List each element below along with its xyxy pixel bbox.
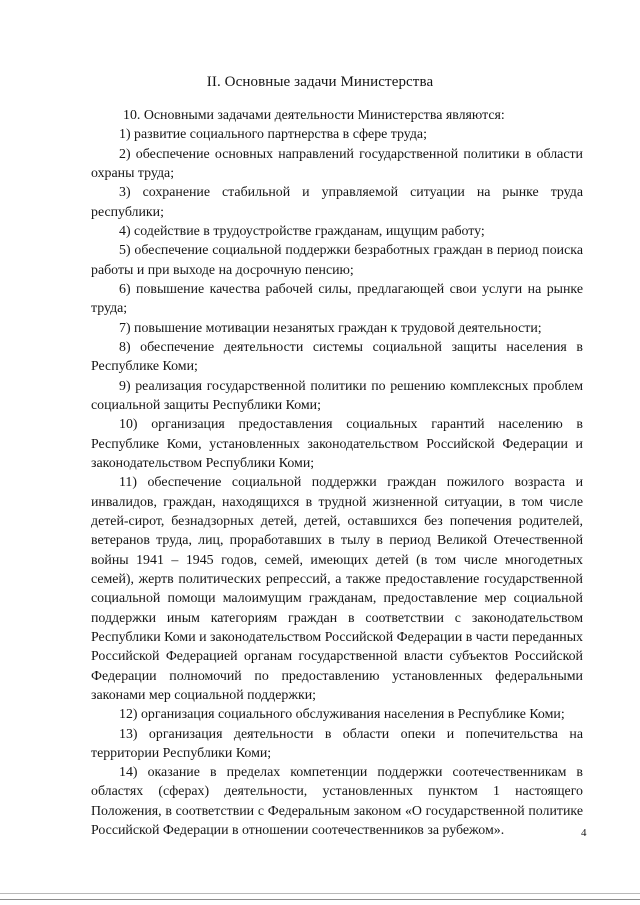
list-item-7: 7) повышение мотивации незанятых граждан к трудовой деятельности; [119,320,542,336]
list-item-11: 11) обеспечение социальной поддержки граждан пожилого возраста и инвалидов, граждан, находящихся в трудной жизненной ситуации, в том числе детей-сирот, безнадзорных детей, детей, оставшихся без попечения родителей, ветеранов труда, лиц, проработавших в тылу в период Великой Отечественной войны 1941 – 1945 годов, семей, имеющих детей (в том числе многодетных семей), жертв политических репрессий, а также предоставление государственной социальной помощи малоимущим гражданам, предоставление мер социальной поддержки иным категориям граждан в соответствии с законодательством Республики Коми и законодательством Российской Федерации в части переданных Российской Федерацией органам государственной власти субъектов Российской Федерации полномочий по предоставлению установленных федеральными законами мер социальной поддержки; [91,475,583,703]
list-item-2: 2) обеспечение основных направлений государственной политики в области охраны труда; [91,146,583,181]
scan-edge-line [0,893,640,894]
scan-edge-line [0,899,640,900]
list-item-4: 4) содействие в трудоустройстве гражданам, ищущим работу; [119,223,485,239]
list-item-13: 13) организация деятельности в области опеки и попечительства на территории Республики Коми; [91,726,583,761]
list-item-6: 6) повышение качества рабочей силы, предлагающей свои услуги на рынке труда; [91,281,583,317]
section-title: II. Основные задачи Министерства [206,74,434,90]
document-body [91,106,583,840]
list-item-1: 1) развитие социального партнерства в сфере труда; [119,127,427,143]
list-item-3: 3) сохранение стабильной и управляемой ситуации на рынке труда республики; [91,185,583,220]
list-item-9: 9) реализация государственной политики по решению комплексных проблем социальной защиты Республики Коми; [91,378,583,413]
intro-paragraph: 10. Основными задачами деятельности Министерства являются: [123,108,505,123]
page-number: 4 [581,827,587,839]
list-item-5: 5) обеспечение социальной поддержки безработных граждан в период поиска работы и при выходе на досрочную пенсию; [91,243,583,278]
list-item-14: 14) оказание в пределах компетенции поддержки соотечественникам в областях (сферах) деятельности, установленных пунктом 1 настоящего Положения, в соответствии с Федеральным законом «О государственной политике Российской Федерации в отношении соотечественников за рубежом». [91,765,583,839]
list-item-8: 8) обеспечение деятельности системы социальной защиты населения в Республике Коми; [91,339,583,375]
list-item-10: 10) организация предоставления социальных гарантий населению в Республике Коми, установленных законодательством Российской Федерации и законодательством Республики Коми; [91,417,583,471]
list-item-12: 12) организация социального обслуживания населения в Республике Коми; [119,707,565,723]
